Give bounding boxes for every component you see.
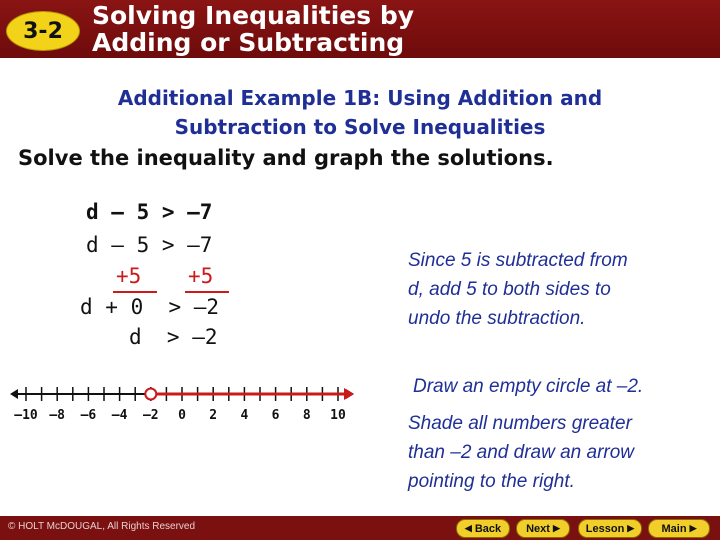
lesson-title-line2: Adding or Subtracting: [92, 28, 405, 57]
open-circle: [145, 389, 156, 400]
underline-left: [113, 291, 157, 293]
explanation-note: [408, 246, 628, 333]
main-label: Main: [661, 522, 687, 535]
lesson-title-line1: Solving Inequalities by: [92, 1, 415, 30]
shade-line: than –2 and draw an arrow: [408, 442, 635, 463]
explanation-line: Since 5 is subtracted from: [408, 250, 628, 271]
lesson-badge: 3-2: [6, 11, 80, 51]
solution-arrow-icon: [344, 388, 354, 400]
next-button[interactable]: [516, 519, 570, 538]
work-add-right: +5: [188, 264, 214, 288]
tick-label: 6: [271, 408, 280, 423]
tick-label: –10: [14, 408, 38, 423]
tick-label: 4: [240, 408, 249, 423]
tick-label: 10: [330, 408, 346, 423]
tick-label: –8: [49, 408, 66, 423]
work-line-4: d + 0 > –2: [80, 295, 220, 319]
main-button[interactable]: [648, 519, 710, 538]
lesson-title: [92, 2, 414, 56]
shade-line: Shade all numbers greater: [408, 413, 632, 434]
explanation-line: undo the subtraction.: [408, 308, 586, 329]
work-line-5: d > –2: [129, 325, 218, 349]
lesson-label: Lesson: [585, 522, 625, 535]
footer-bar: [0, 516, 720, 540]
instruction-text: Solve the inequality and graph the solutions.: [18, 146, 554, 170]
tick-label: 2: [209, 408, 218, 423]
work-line-2: d – 5 > –7: [86, 233, 213, 257]
underline-right: [185, 291, 229, 293]
tick-label: 0: [178, 408, 186, 423]
example-title-line1: Additional Example 1B: Using Addition and: [117, 86, 603, 110]
number-line: [0, 380, 360, 430]
header-bar: [0, 0, 720, 58]
copyright-text: © HOLT McDOUGAL, All Rights Reserved: [8, 521, 196, 532]
work-line-1: d – 5 > –7: [86, 200, 213, 224]
explanation-line: d, add 5 to both sides to: [408, 279, 611, 300]
shade-note: [408, 409, 634, 496]
main-arrow-icon: ▶: [689, 523, 697, 533]
back-button[interactable]: [456, 519, 510, 538]
left-arrow-icon: [10, 389, 18, 399]
tick-label: –4: [111, 408, 128, 423]
lesson-button[interactable]: [578, 519, 642, 538]
lesson-arrow-icon: ▶: [627, 523, 635, 533]
shade-line: pointing to the right.: [408, 471, 575, 492]
work-add-left: +5: [116, 264, 142, 288]
tick-label: 8: [302, 408, 311, 423]
next-arrow-icon: ▶: [552, 523, 560, 533]
back-label: Back: [474, 522, 502, 535]
example-title: [0, 84, 720, 142]
next-label: Next: [526, 522, 550, 535]
back-arrow-icon: ◀: [464, 523, 472, 533]
tick-label: –6: [80, 408, 97, 423]
circle-note: Draw an empty circle at –2.: [413, 376, 644, 397]
example-title-line2: Subtraction to Solve Inequalities: [174, 115, 546, 139]
tick-label: –2: [142, 408, 159, 423]
